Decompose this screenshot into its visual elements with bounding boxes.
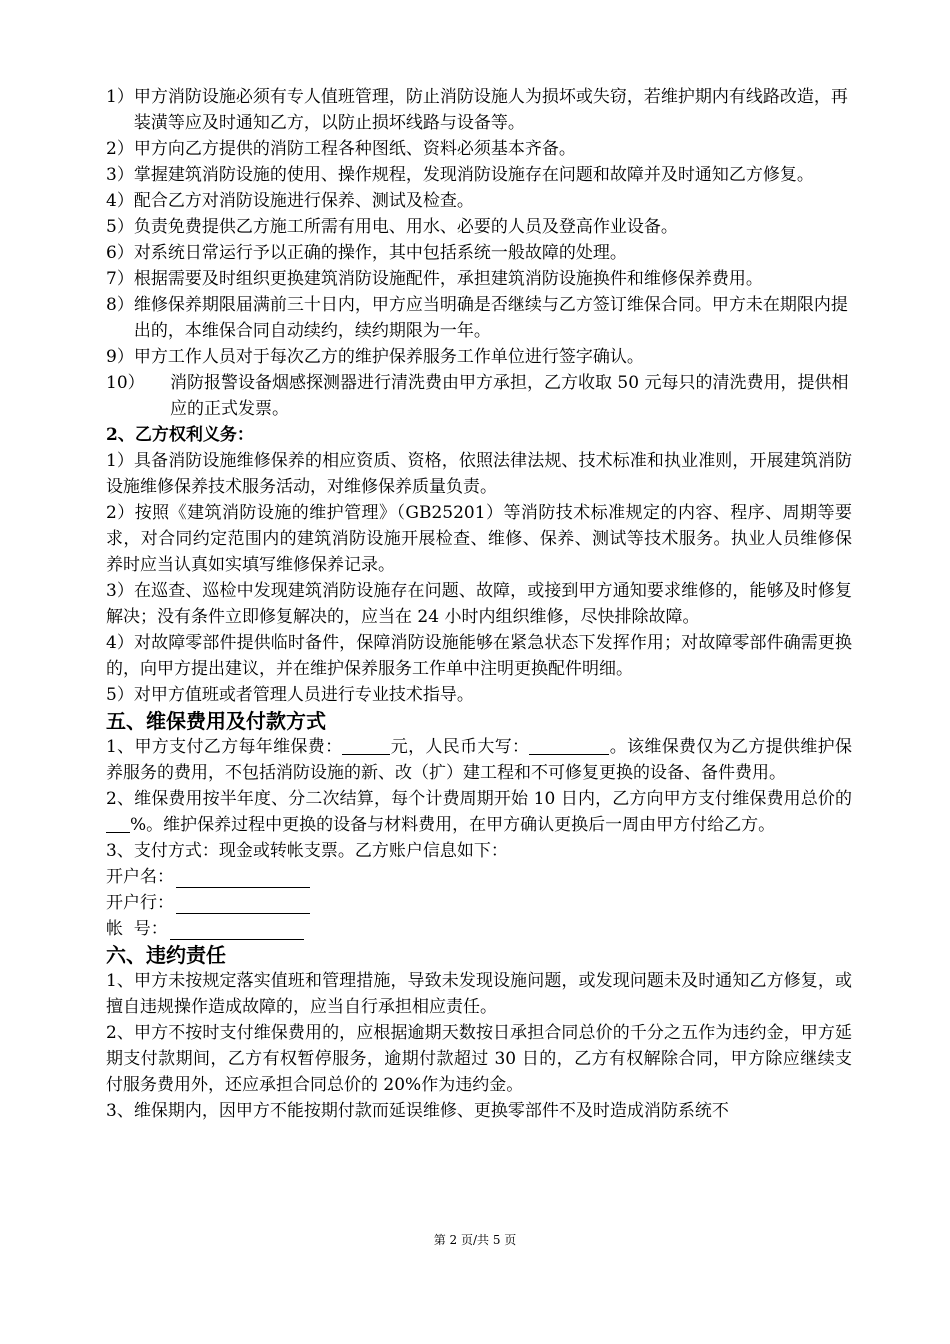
item-number: 2） [106, 139, 134, 159]
item-text: 对系统日常运行予以正确的操作，其中包括系统一般故障的处理。 [133, 243, 627, 263]
item-text: 消防报警设备烟感探测器进行清洗费由甲方承担，乙方收取 50 元每只的清洗费用，提供相应的正式发票。 [170, 373, 849, 419]
paragraph: 3、维保期内，因甲方不能按期付款而延误维修、更换零部件不及时造成消防系统不 [106, 1101, 729, 1121]
party-a-duties-list [106, 84, 852, 422]
fee-paragraph [106, 734, 852, 786]
item-text: 掌握建筑消防设施的使用、操作规程，发现消防设施存在问题和故障并及时通知乙方修复。 [133, 165, 814, 185]
settlement-text-b: %。维护保养过程中更换的设备与材料费用，在甲方确认更换后一周由甲方付给乙方。 [130, 815, 776, 835]
paragraph: 3）在巡查、巡检中发现建筑消防设施存在问题、故障，或接到甲方通知要求维修的，能够及时修复解决；没有条件立即修复解决的，应当在 24 小时内组织维修，尽快排除故障。 [106, 581, 852, 627]
settlement-paragraph [106, 786, 852, 838]
payment-method-paragraph: 3、支付方式：现金或转帐支票。乙方账户信息如下： [106, 841, 508, 861]
account-number-label: 帐 号： [106, 919, 168, 939]
annual-fee-blank[interactable] [342, 736, 390, 755]
item-number: 5） [106, 217, 134, 237]
item-number: 8） [106, 295, 134, 315]
bank-row [106, 890, 852, 916]
fee-text-c: 。该维保费仅为乙方提供维护保养服务的费用，不包括消防设施的新、改（扩）建工程和不可修复更换的设备、备件费用。 [106, 737, 852, 783]
item-number: 9） [106, 347, 134, 367]
list-item [106, 162, 852, 188]
item-number: 1） [106, 87, 134, 107]
account-name-blank[interactable] [176, 867, 310, 888]
page-footer: 第 2 页/共 5 页 [433, 1233, 517, 1247]
paragraph: 5）对甲方值班或者管理人员进行专业技术指导。 [106, 685, 474, 705]
account-number-row [106, 916, 852, 942]
item-text: 负责免费提供乙方施工所需有用电、用水、必要的人员及登高作业设备。 [133, 217, 678, 237]
party-b-heading: 2、乙方权利义务： [106, 425, 254, 445]
fee-text-a: 1、甲方支付乙方每年维保费： [106, 737, 343, 757]
item-number: 6） [106, 243, 134, 263]
item-number: 7） [106, 269, 134, 289]
item-number: 10） [106, 373, 145, 393]
item-text: 配合乙方对消防设施进行保养、测试及检查。 [133, 191, 474, 211]
section-heading-fees: 五、维保费用及付款方式 [106, 709, 326, 733]
account-name-row [106, 864, 852, 890]
fee-uppercase-blank[interactable] [529, 736, 609, 755]
account-name-label: 开户名： [106, 867, 174, 887]
list-item [106, 292, 852, 344]
paragraph: 1、甲方未按规定落实值班和管理措施，导致未发现设施问题，或发现问题未及时通知乙方修复，或擅自违规操作造成故障的，应当自行承担相应责任。 [106, 971, 852, 1017]
list-item [106, 240, 852, 266]
bank-blank[interactable] [176, 893, 310, 914]
paragraph: 2）按照《建筑消防设施的维护管理》（GB25201）等消防技术标准规定的内容、程序、周期等要求，对合同约定范围内的建筑消防设施开展检查、维修、保养、测试等技术服务。执业人员维修保养时应当认真如实填写维修保养记录。 [106, 503, 852, 575]
paragraph: 4）对故障零部件提供临时备件，保障消防设施能够在紧急状态下发挥作用；对故障零部件确需更换的，向甲方提出建议，并在维护保养服务工作单中注明更换配件明细。 [106, 633, 852, 679]
paragraph: 1）具备消防设施维修保养的相应资质、资格，依照法律法规、技术标准和执业准则，开展建筑消防设施维修保养技术服务活动，对维修保养质量负责。 [106, 451, 852, 497]
list-item [106, 84, 852, 136]
settlement-text-a: 2、维保费用按半年度、分二次结算，每个计费周期开始 10 日内，乙方向甲方支付维保费用总价的 [106, 789, 852, 809]
section-heading-liability: 六、违约责任 [106, 943, 226, 967]
list-item [106, 188, 852, 214]
account-number-blank[interactable] [170, 919, 304, 940]
percent-blank[interactable] [106, 814, 130, 833]
fee-text-b: 元，人民币大写： [390, 737, 530, 757]
list-item [106, 344, 852, 370]
document-body [106, 84, 852, 1124]
list-item [106, 136, 852, 162]
paragraph: 2、甲方不按时支付维保费用的，应根据逾期天数按日承担合同总价的千分之五作为违约金，甲方延期支付款期间，乙方有权暂停服务，逾期付款超过 30 日的，乙方有权解除合同，甲方除应继续支付服务费用外，还应承担合同总价的 20%作为违约金。 [106, 1023, 852, 1095]
item-text: 维修保养期限届满前三十日内，甲方应当明确是否继续与乙方签订维保合同。甲方未在期限内提出的，本维保合同自动续约，续约期限为一年。 [133, 295, 848, 341]
item-text: 根据需要及时组织更换建筑消防设施配件，承担建筑消防设施换件和维修保养费用。 [133, 269, 763, 289]
item-number: 4） [106, 191, 134, 211]
item-text: 甲方消防设施必须有专人值班管理，防止消防设施人为损坏或失窃，若维护期内有线路改造，再装潢等应及时通知乙方，以防止损坏线路与设备等。 [133, 87, 848, 133]
item-text: 甲方向乙方提供的消防工程各种图纸、资料必须基本齐备。 [133, 139, 576, 159]
list-item [106, 370, 852, 422]
bank-label: 开户行： [106, 893, 174, 913]
list-item [106, 214, 852, 240]
item-text: 甲方工作人员对于每次乙方的维护保养服务工作单位进行签字确认。 [133, 347, 644, 367]
list-item [106, 266, 852, 292]
item-number: 3） [106, 165, 134, 185]
party-b-duties-list [106, 448, 852, 708]
